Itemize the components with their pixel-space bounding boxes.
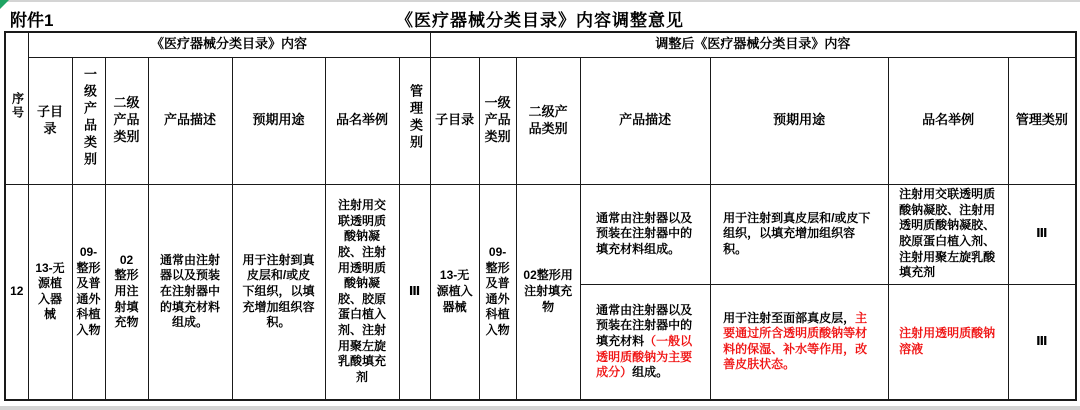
green-corner-artifact: [0, 0, 9, 9]
cell-class-original: Ⅲ: [399, 184, 430, 400]
header-level1-original: [72, 57, 105, 184]
header-examples-adjusted: 品名举例: [888, 57, 1008, 184]
cell-intended-use-adjusted-2-text: [723, 311, 875, 373]
header-class-original-label: 管理类别: [407, 84, 423, 153]
header-level2-original-label: 二级产品类别: [113, 95, 140, 144]
cell-level1-adjusted-text: 09-整形及普通外科植入物: [485, 244, 510, 337]
cell-intended-use-adjusted-1-text: 用于注射到真皮层和/或皮下组织，以填充增加组织容积。: [723, 210, 871, 256]
cell-sub-catalog-original-text: 13-无源植入器械: [35, 260, 65, 322]
header-class-original: [399, 57, 430, 184]
cell-level1-original: [72, 184, 105, 400]
cell-sub-catalog-adjusted: [430, 184, 479, 400]
header-intended-use-adjusted: 预期用途: [710, 57, 888, 184]
cell-description-adjusted-2: [580, 284, 710, 400]
cell-intended-use-adjusted-1: [710, 184, 888, 284]
cell-class-adjusted-2: Ⅲ: [1008, 284, 1076, 400]
cell-level2-adjusted: [516, 184, 580, 400]
intended-use-prefix: 用于注射至面部真皮层，: [723, 310, 856, 325]
cell-description-adjusted-2-text: [596, 303, 694, 381]
cell-intended-use-original-text: 用于注射到真皮层和/或皮下组织，以填充增加组织容积。: [242, 252, 315, 330]
cell-sub-catalog-original: [28, 184, 72, 400]
header-level1-original-label: 一级产品类别: [81, 67, 97, 170]
cell-intended-use-adjusted-2: [710, 284, 888, 400]
column-header-seq-label: 序号: [10, 91, 25, 120]
header-level1-adjusted: [479, 57, 516, 184]
cell-examples-adjusted-2: [888, 284, 1008, 400]
cell-level2-adjusted-text: 02整形用注射填充物: [523, 268, 573, 314]
cell-class-adjusted-1: Ⅲ: [1008, 184, 1076, 284]
cell-level2-original: [105, 184, 148, 400]
header-sub-catalog-original: [28, 57, 72, 184]
header-level2-adjusted: [516, 57, 580, 184]
column-header-row: [5, 57, 1076, 184]
header-examples-original: 品名举例: [325, 57, 399, 184]
header-intended-use-original: 预期用途: [232, 57, 325, 184]
description-highlight: （一般以透明质酸钠为主要成分）: [596, 333, 693, 380]
cell-description-original-text: 通常由注射器以及预装在注射器中的填充材料组成。: [159, 252, 220, 330]
window-top-edge: [0, 0, 1080, 2]
description-suffix: 组成。: [632, 365, 669, 380]
header-description-adjusted: 产品描述: [580, 57, 710, 184]
group-header-row: [5, 32, 1076, 57]
group-header-original: 《医疗器械分类目录》内容: [28, 32, 430, 57]
catalog-adjustment-table: [4, 31, 1077, 401]
cell-level2-original-text: 02整形用注射填充物: [114, 252, 139, 330]
attachment-label: 附件1: [10, 11, 54, 30]
data-row-top: [5, 184, 1076, 284]
cell-examples-original-text: 注射用交联透明质酸钠凝胶、注射用透明质酸钠凝胶、胶原蛋白植入剂、注射用聚左旋乳酸填充剂: [337, 198, 386, 384]
cell-level1-original-text: 09-整形及普通外科植入物: [76, 244, 101, 337]
cell-intended-use-original: [232, 184, 325, 400]
header-sub-catalog-original-label: 子目录: [36, 103, 63, 136]
cell-examples-original: [325, 184, 399, 400]
header-description-original: 产品描述: [148, 57, 232, 184]
column-header-seq: [5, 32, 28, 184]
description-prefix: 通常由注射器以及预装在注射器中的填充材料: [596, 302, 693, 348]
cell-seq: 12: [5, 184, 28, 400]
cell-examples-adjusted-2-text: 注射用透明质酸钠溶液: [899, 326, 996, 356]
header-level2-adjusted-label: 二级产品类别: [528, 103, 568, 136]
header-sub-catalog-adjusted: 子目录: [430, 57, 479, 184]
document-title: 《医疗器械分类目录》内容调整意见: [396, 11, 684, 30]
cell-description-adjusted-1-text: 通常由注射器以及预装在注射器中的填充材料组成。: [596, 210, 693, 256]
header-level1-adjusted-label: 一级产品类别: [484, 95, 511, 144]
cell-sub-catalog-adjusted-text: 13-无源植入器械: [436, 268, 473, 314]
cell-description-adjusted-1: [580, 184, 710, 284]
header-level2-original: [105, 57, 148, 184]
cell-description-original: [148, 184, 232, 400]
cell-examples-adjusted-1-text: 注射用交联透明质酸钠凝胶、注射用透明质酸钠凝胶、胶原蛋白植入剂、注射用聚左旋乳酸填充剂: [899, 187, 996, 280]
window-bottom-edge: [0, 406, 1080, 410]
intended-use-highlight: 主要通过所含透明质酸钠等材料的保湿、补水等作用，改善皮肤状态。: [723, 310, 868, 372]
cell-examples-adjusted-1: [888, 184, 1008, 284]
header-class-adjusted: 管理类别: [1008, 57, 1076, 184]
group-header-adjusted: 调整后《医疗器械分类目录》内容: [430, 32, 1076, 57]
title-row: [4, 4, 1076, 30]
cell-level1-adjusted: [479, 184, 516, 400]
